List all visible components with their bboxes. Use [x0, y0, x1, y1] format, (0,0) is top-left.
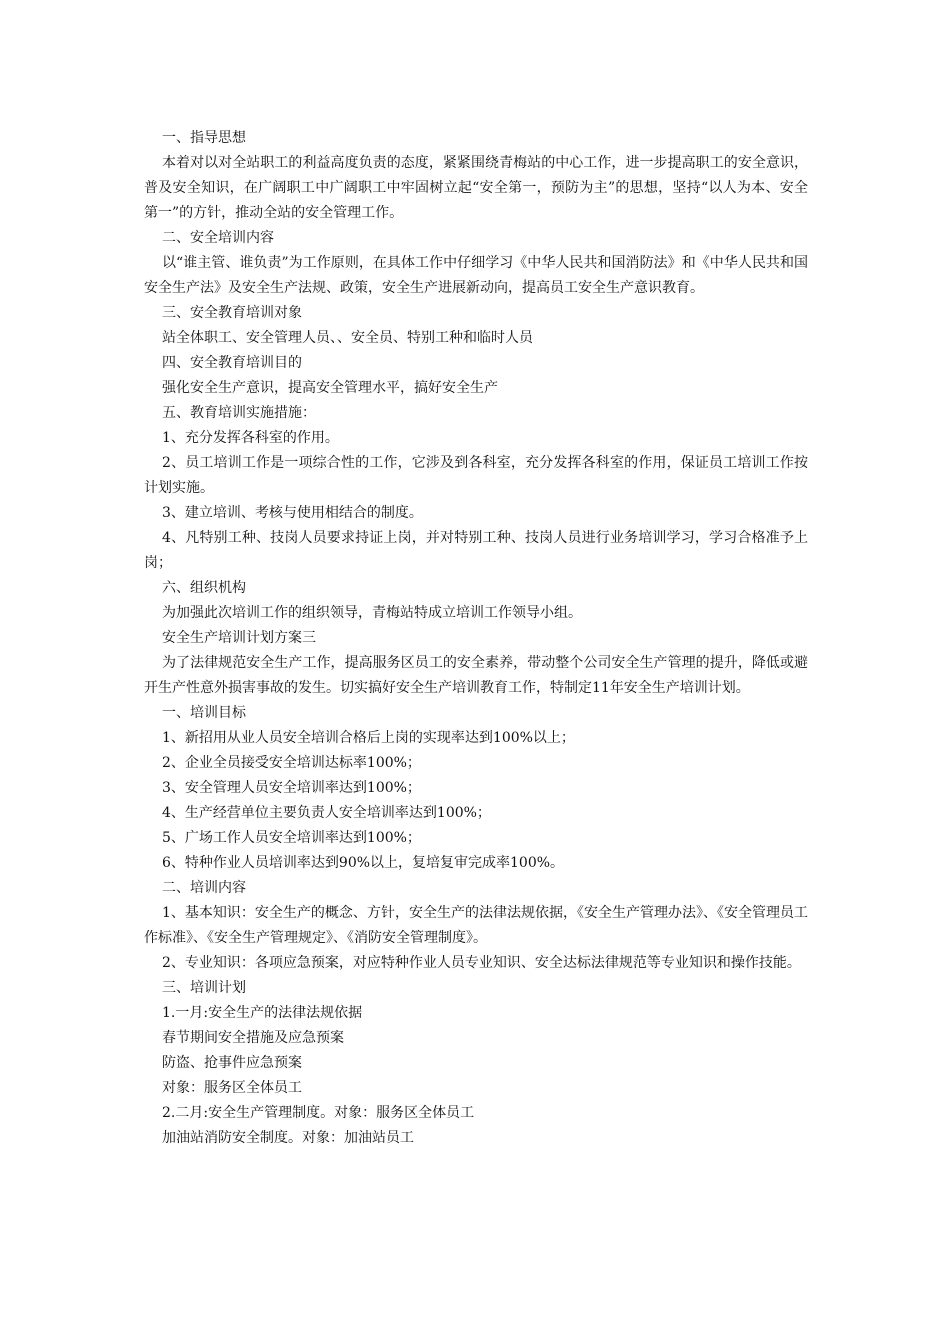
- list-item: 防盗、抢事件应急预案: [162, 1055, 302, 1071]
- list-item: 对象：服务区全体员工: [162, 1080, 302, 1096]
- section-heading: 四、安全教育培训目的: [162, 355, 302, 371]
- list-item: 2、员工培训工作是一项综合性的工作，它涉及到各科室，充分发挥各科室的作用，保证员工培训工作按计划实施。: [144, 455, 808, 496]
- list-item: 6、特种作业人员培训率达到90%以上，复培复审完成率100%。: [162, 855, 565, 871]
- list-item: 1.一月:安全生产的法律法规依据: [162, 1005, 363, 1021]
- document-subtitle: 安全生产培训计划方案三: [162, 630, 316, 646]
- list-item: 2、企业全员接受安全培训达标率100%；: [162, 755, 421, 771]
- list-item: 4、生产经营单位主要负责人安全培训率达到100%；: [162, 805, 491, 821]
- section-heading: 六、组织机构: [162, 580, 246, 596]
- list-item: 1、新招用从业人员安全培训合格后上岗的实现率达到100%以上；: [162, 730, 575, 746]
- paragraph: 本着对以对全站职工的利益高度负责的态度，紧紧围绕青梅站的中心工作，进一步提高职工的安全意识，普及安全知识，在广阔职工中广阔职工中牢固树立起“安全第一，预防为主”的思想，坚持“以人为本、安全第一”的方针，推动全站的安全管理工作。: [144, 155, 808, 221]
- section-heading: 五、教育培训实施措施：: [162, 405, 316, 421]
- document-body: [144, 126, 808, 1151]
- list-item: 春节期间安全措施及应急预案: [162, 1030, 344, 1046]
- section-heading: 二、安全培训内容: [162, 230, 274, 246]
- list-item: 3、建立培训、考核与使用相结合的制度。: [162, 505, 423, 521]
- list-item: 4、凡特别工种、技岗人员要求持证上岗，并对特别工种、技岗人员进行业务培训学习，学习合格准予上岗；: [144, 530, 808, 571]
- section-heading: 二、培训内容: [162, 880, 246, 896]
- section-heading: 三、培训计划: [162, 980, 246, 996]
- list-item: 加油站消防安全制度。对象：加油站员工: [162, 1130, 414, 1146]
- section-heading: 三、安全教育培训对象: [162, 305, 302, 321]
- list-item: 2.二月:安全生产管理制度。对象：服务区全体员工: [162, 1105, 475, 1121]
- list-item: 1、基本知识：安全生产的概念、方针，安全生产的法律法规依据，《安全生产管理办法》、《安全管理员工作标准》、《安全生产管理规定》、《消防安全管理制度》。: [144, 905, 808, 946]
- section-heading: 一、培训目标: [162, 705, 246, 721]
- text-line: 为加强此次培训工作的组织领导，青梅站特成立培训工作领导小组。: [162, 605, 582, 621]
- list-item: 2、专业知识：各项应急预案，对应特种作业人员专业知识、安全达标法律规范等专业知识和操作技能。: [162, 955, 801, 971]
- section-heading: 一、指导思想: [162, 130, 246, 146]
- list-item: 3、安全管理人员安全培训率达到100%；: [162, 780, 421, 796]
- list-item: 1、充分发挥各科室的作用。: [162, 430, 339, 446]
- paragraph: 为了法律规范安全生产工作，提高服务区员工的安全素养，带动整个公司安全生产管理的提升，降低或避开生产性意外损害事故的发生。切实搞好安全生产培训教育工作，特制定11年安全生产培训计划。: [144, 655, 808, 696]
- paragraph: 以“谁主管、谁负责”为工作原则，在具体工作中仔细学习《中华人民共和国消防法》和《中华人民共和国安全生产法》及安全生产法规、政策，安全生产进展新动向，提高员工安全生产意识教育。: [144, 255, 808, 296]
- text-line: 站全体职工、安全管理人员、、安全员、特别工种和临时人员: [162, 330, 533, 346]
- list-item: 5、广场工作人员安全培训率达到100%；: [162, 830, 421, 846]
- text-line: 强化安全生产意识，提高安全管理水平，搞好安全生产: [162, 380, 498, 396]
